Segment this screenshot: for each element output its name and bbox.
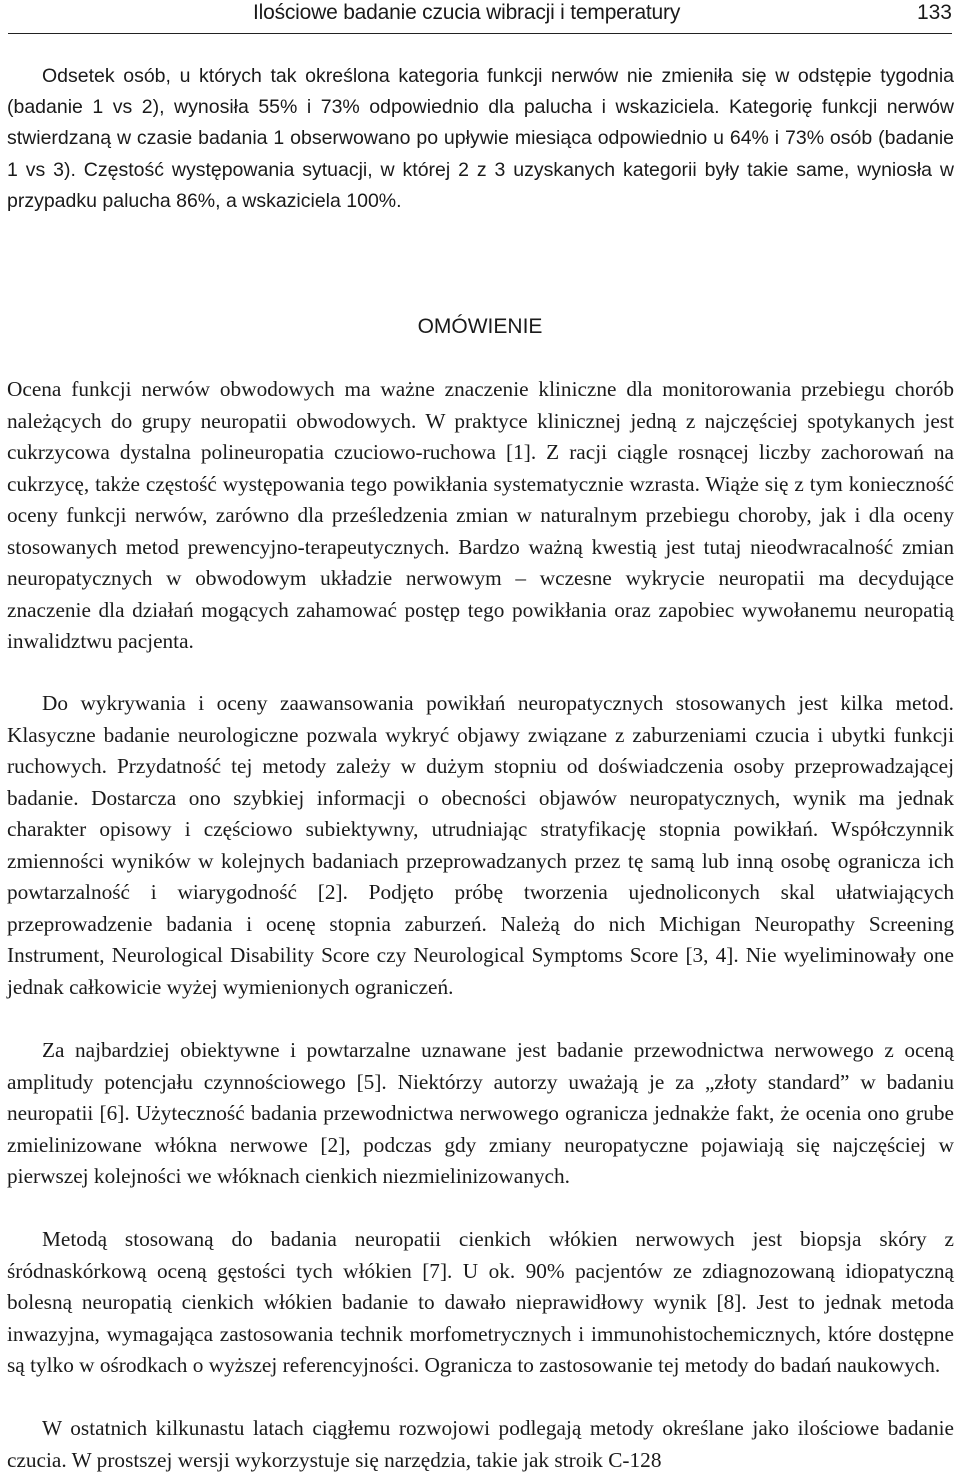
discussion-paragraph-2: Do wykrywania i oceny zaawansowania powikłań neuropatycznych stosowanych jest kilka metod. Klasyczne badanie neurologiczne pozwala wykryć objawy związane z zaburzeniami czucia i ubytki funkcji ruchowych. Przydatność tej metody zależy w dużym stopniu od doświadczenia osoby przeprowadzającej badanie. Dostarcza ono szybkiej informacji o obecności objawów neuropatycznych, wynik ma jednak charakter opisowy i częściowo subiektywny, utrudniając stratyfikację stopnia powikłań. Współczynnik zmienności wyników w kolejnych badaniach przeprowadzanych przez tę samą lub inną osobę ogranicza ich powtarzalność i wiarygodność [2]. Podjęto próbę tworzenia ujednoliconych skal ułatwiających przeprowadzenie badania i ocenę stopnia zaburzeń. Należą do nich Michigan Neuropathy Screening Instrument, Neurological Disability Score czy Neurological Symptoms Score [3, 4]. Nie wyeliminowały one jednak całkowicie wyżej wymienionych ograniczeń. (7, 691, 954, 999)
section-heading: OMÓWIENIE (417, 315, 543, 338)
discussion-paragraph-5: W ostatnich kilkunastu latach ciągłemu rozwojowi podlegają metody określane jako ilościowe badanie czucia. W prostszej wersji wykorzystuje się narzędzia, takie jak stroik C-128 (7, 1416, 954, 1472)
discussion-paragraph-3: Za najbardziej obiektywne i powtarzalne uznawane jest badanie przewodnictwa nerwowego z oceną amplitudy potencjału czynnościowego [5]. Niektórzy autorzy uważają je za „złoty standard” w badaniu neuropatii [6]. Użyteczność badania przewodnictwa nerwowego ogranicza jednakże fakt, że ocenia ono grube zmielinizowane włókna nerwowe [2], podczas gdy zmiany neuropatyczne pojawiają się najczęściej w pierwszej kolejności we włóknach cienkich niezmielinizowanych. (7, 1038, 954, 1188)
page-number: 133 (916, 1, 952, 24)
discussion-paragraph-1: Ocena funkcji nerwów obwodowych ma ważne znaczenie kliniczne dla monitorowania przebiegu chorób należących do grupy neuropatii obwodowych. W praktyce klinicznej jedną z najczęściej spotykanych jest cukrzycowa dystalna polineuropatia czuciowo-ruchowa [1]. Z racji ciągle rosnącej liczby zachorowań na cukrzycę, także częstość występowania tego powikłania systematycznie wzrasta. Wiąże się z tym konieczność oceny funkcji nerwów, zarówno dla prześledzenia zmian w naturalnym przebiegu choroby, jak i dla oceny stosowanych metod prewencyjno-terapeutycznych. Bardzo ważną kwestią jest tutaj nieodwracalność zmian neuropatycznych w obwodowym układzie nerwowym – wczesne wykrycie neuropatii ma decydujące znaczenie dla działań mogących zahamować postęp tego powikłania oraz zapobiec wywołanemu neuropatią inwalidztwu pacjenta. (7, 377, 954, 653)
results-paragraph: Odsetek osób, u których tak określona kategoria funkcji nerwów nie zmieniła się w odstępie tygodnia (badanie 1 vs 2), wynosiła 55% i 73% odpowiednio dla palucha i wskaziciela. Kategorię funkcji nerwów stwierdzaną w czasie badania 1 obserwowano po upływie miesiąca odpowiednio u 64% i 73% osób (badanie 1 vs 3). Częstość występowania sytuacji, w której 2 z 3 uzyskanych kategorii były takie same, wyniosła w przypadku palucha 86%, a wskaziciela 100%. (7, 65, 954, 212)
header-divider (8, 33, 952, 34)
discussion-paragraph-4: Metodą stosowaną do badania neuropatii cienkich włókien nerwowych jest biopsja skóry z śródnaskórkową oceną gęstości tych włókien [7]. U ok. 90% pacjentów ze zdiagnozowaną idiopatyczną bolesną neuropatią cienkich włókien badanie to dawało nieprawidłowy wynik [8]. Jest to jednak metoda inwazyjna, wymagająca zastosowania technik morfometrycznych i immunohistochemicznych, które dostępne są tylko w ośrodkach o wyższej referencyjności. Ogranicza to zastosowanie tej metody do badań naukowych. (7, 1227, 954, 1377)
page-header (0, 0, 960, 34)
running-title: Ilościowe badanie czucia wibracji i temperatury (253, 1, 681, 24)
